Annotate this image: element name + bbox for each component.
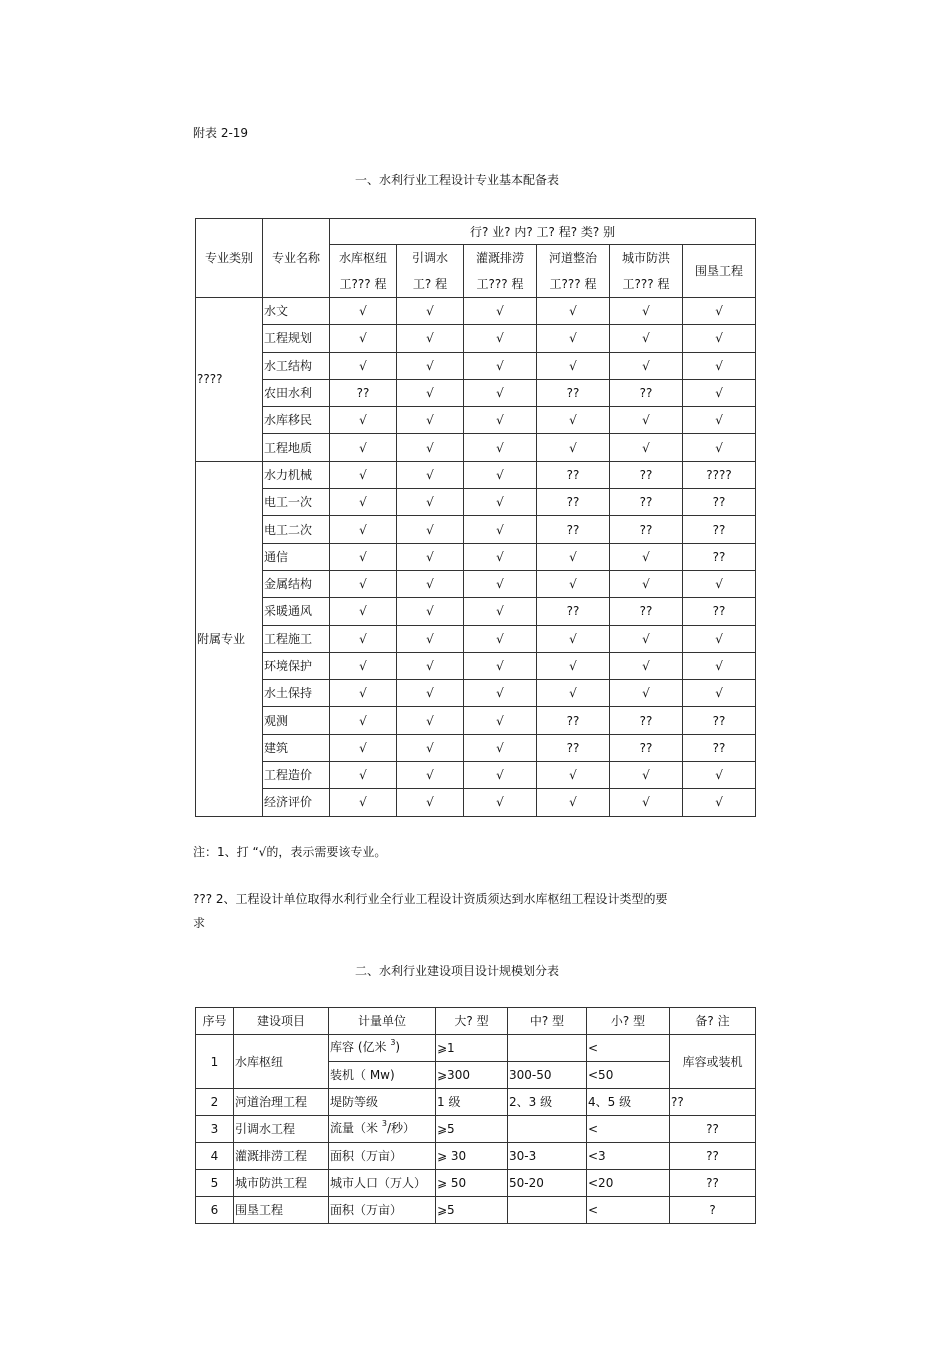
mark-cell: √ [330,543,397,570]
mark-cell: ?? [610,489,683,516]
table-row [196,407,756,434]
table-row [196,461,756,488]
table-row [196,1035,756,1062]
row-no: 6 [196,1197,234,1224]
mark-cell: √ [537,352,610,379]
mark-cell: √ [397,570,464,597]
mark-cell: √ [397,543,464,570]
mark-cell: √ [397,407,464,434]
mark-cell: √ [610,298,683,325]
table-row [196,489,756,516]
row-small: <3 [587,1143,670,1170]
row-unit: 面积（万亩） [329,1143,436,1170]
mark-cell: ?? [683,543,756,570]
mark-cell: √ [397,707,464,734]
specialty-name: 电工二次 [263,516,330,543]
row-large: ⩾1 [436,1035,508,1062]
table2-title: 二、水利行业建设项目设计规模划分表 [355,964,560,978]
row-medium [508,1035,587,1062]
mark-cell: √ [537,680,610,707]
row-small: <20 [587,1170,670,1197]
row-medium: 50-20 [508,1170,587,1197]
mark-cell: √ [464,298,537,325]
table1-title: 一、水利行业工程设计专业基本配备表 [355,173,560,187]
col-header: 引调水 工? 程 [397,245,464,298]
header-name: 专业名称 [263,219,330,298]
mark-cell: ?? [610,516,683,543]
table-row [196,325,756,352]
mark-cell: √ [683,625,756,652]
row-note: ?? [670,1089,756,1116]
table-row [196,434,756,461]
specialty-name: 经济评价 [263,789,330,816]
row-unit: 库容 (亿米 $^3$) [329,1035,436,1062]
table-row [196,598,756,625]
mark-cell: √ [464,570,537,597]
header-no: 序号 [196,1008,234,1035]
mark-cell: √ [610,407,683,434]
mark-cell: √ [330,352,397,379]
mark-cell: √ [397,680,464,707]
mark-cell: ?? [610,461,683,488]
table-row [196,1089,756,1116]
specialty-name: 水力机械 [263,461,330,488]
mark-cell: √ [610,543,683,570]
header-group: 行? 业? 内? 工? 程? 类? 别 [330,219,756,245]
row-note: ? [670,1197,756,1224]
mark-cell: ???? [683,461,756,488]
row-note: ?? [670,1143,756,1170]
row-item: 城市防洪工程 [234,1170,329,1197]
mark-cell: √ [537,434,610,461]
mark-cell: √ [330,762,397,789]
mark-cell: √ [397,461,464,488]
mark-cell: √ [610,789,683,816]
mark-cell: √ [330,652,397,679]
mark-cell: √ [464,762,537,789]
table-row [196,379,756,406]
mark-cell: √ [464,543,537,570]
mark-cell: √ [397,625,464,652]
table-row [196,789,756,816]
specialty-name: 工程施工 [263,625,330,652]
mark-cell: √ [330,570,397,597]
row-no: 5 [196,1170,234,1197]
table-row [196,570,756,597]
mark-cell: √ [330,325,397,352]
table-row [196,762,756,789]
col-header: 灌溉排涝 工??? 程 [464,245,537,298]
specialty-name: 水工结构 [263,352,330,379]
row-item: 河道治理工程 [234,1089,329,1116]
mark-cell: √ [464,707,537,734]
mark-cell: √ [330,625,397,652]
header-medium: 中? 型 [508,1008,587,1035]
row-medium: 30-3 [508,1143,587,1170]
mark-cell: √ [537,570,610,597]
table-row [196,352,756,379]
mark-cell: √ [683,789,756,816]
category-aux: 附属专业 [196,461,263,816]
note-2-line2: 求 [193,916,206,930]
mark-cell: √ [683,352,756,379]
mark-cell: ?? [537,734,610,761]
row-large: 1 级 [436,1089,508,1116]
mark-cell: √ [397,789,464,816]
mark-cell: √ [464,789,537,816]
mark-cell: ?? [537,598,610,625]
row-medium [508,1197,587,1224]
mark-cell: ?? [610,598,683,625]
table-row [196,1197,756,1224]
mark-cell: √ [464,407,537,434]
category-main: ???? [196,298,263,462]
row-small: < [587,1035,670,1062]
row-medium [508,1116,587,1143]
mark-cell: √ [464,680,537,707]
mark-cell: √ [397,516,464,543]
header-note: 备? 注 [670,1008,756,1035]
mark-cell: √ [537,407,610,434]
mark-cell: √ [537,652,610,679]
row-no: 3 [196,1116,234,1143]
row-note: ?? [670,1170,756,1197]
mark-cell: ?? [537,379,610,406]
mark-cell: ?? [610,734,683,761]
row-large: ⩾5 [436,1197,508,1224]
row-medium: 2、3 级 [508,1089,587,1116]
specialty-name: 电工一次 [263,489,330,516]
specialty-name: 工程地质 [263,434,330,461]
mark-cell: √ [330,434,397,461]
mark-cell: ?? [683,489,756,516]
mark-cell: ?? [537,707,610,734]
mark-cell: ?? [537,461,610,488]
mark-cell: √ [330,407,397,434]
row-unit: 面积（万亩） [329,1197,436,1224]
specialty-name: 水库移民 [263,407,330,434]
row-large: ⩾ 50 [436,1170,508,1197]
row-medium: 300-50 [508,1062,587,1089]
mark-cell: √ [464,734,537,761]
table-row [196,652,756,679]
mark-cell: √ [683,570,756,597]
mark-cell: √ [683,325,756,352]
mark-cell: √ [397,762,464,789]
mark-cell: √ [397,652,464,679]
row-unit: 装机（ Mw) [329,1062,436,1089]
mark-cell: √ [330,680,397,707]
header-category: 专业类别 [196,219,263,298]
mark-cell: √ [330,707,397,734]
mark-cell: √ [537,789,610,816]
mark-cell: √ [610,325,683,352]
table-row [196,680,756,707]
col-header: 河道整治 工??? 程 [537,245,610,298]
row-item: 围垦工程 [234,1197,329,1224]
mark-cell: √ [464,652,537,679]
specialty-name: 水土保持 [263,680,330,707]
mark-cell: √ [464,325,537,352]
table-row [196,1170,756,1197]
mark-cell: ?? [683,598,756,625]
mark-cell: √ [683,652,756,679]
table-row [196,298,756,325]
specialty-name: 环境保护 [263,652,330,679]
row-large: ⩾5 [436,1116,508,1143]
mark-cell: ?? [683,707,756,734]
mark-cell: √ [537,625,610,652]
mark-cell: √ [330,734,397,761]
specialty-name: 工程规划 [263,325,330,352]
specialty-name: 采暖通风 [263,598,330,625]
mark-cell: √ [537,298,610,325]
mark-cell: √ [464,489,537,516]
col-header: 水库枢纽 工??? 程 [330,245,397,298]
specialty-name: 观测 [263,707,330,734]
mark-cell: √ [610,680,683,707]
mark-cell: √ [330,298,397,325]
mark-cell: ?? [683,734,756,761]
mark-cell: √ [610,352,683,379]
mark-cell: √ [464,352,537,379]
row-small: 4、5 级 [587,1089,670,1116]
row-unit: 城市人口（万人） [329,1170,436,1197]
table-row [196,1143,756,1170]
row-unit: 流量（米 $^3$/秒） [329,1116,436,1143]
mark-cell: √ [397,298,464,325]
table-row [196,625,756,652]
mark-cell: √ [397,325,464,352]
mark-cell: √ [683,762,756,789]
specialty-name: 水文 [263,298,330,325]
mark-cell: √ [397,598,464,625]
mark-cell: √ [464,516,537,543]
mark-cell: √ [464,379,537,406]
mark-cell: √ [610,570,683,597]
mark-cell: √ [464,625,537,652]
mark-cell: ?? [330,379,397,406]
specialty-name: 通信 [263,543,330,570]
mark-cell: √ [464,434,537,461]
mark-cell: √ [330,789,397,816]
mark-cell: √ [330,598,397,625]
mark-cell: √ [537,543,610,570]
mark-cell: √ [683,680,756,707]
mark-cell: ?? [610,707,683,734]
col-header: 城市防洪 工??? 程 [610,245,683,298]
mark-cell: ?? [610,379,683,406]
row-no: 1 [196,1035,234,1089]
specialty-name: 工程造价 [263,762,330,789]
specialty-name: 农田水利 [263,379,330,406]
mark-cell: √ [683,407,756,434]
row-note: ?? [670,1116,756,1143]
mark-cell: √ [330,489,397,516]
row-small: < [587,1116,670,1143]
mark-cell: √ [537,762,610,789]
mark-cell: √ [464,461,537,488]
table-row [196,734,756,761]
mark-cell: √ [610,652,683,679]
row-no: 4 [196,1143,234,1170]
row-large: ⩾ 30 [436,1143,508,1170]
specialty-table [195,218,756,817]
mark-cell: √ [610,625,683,652]
col-header: 围垦工程 [683,245,756,298]
row-item: 引调水工程 [234,1116,329,1143]
mark-cell: √ [330,461,397,488]
row-note: 库容或装机 [670,1035,756,1089]
row-no: 2 [196,1089,234,1116]
specialty-name: 建筑 [263,734,330,761]
row-small: < [587,1197,670,1224]
table-row [196,707,756,734]
mark-cell: ?? [683,516,756,543]
mark-cell: √ [397,434,464,461]
mark-cell: ?? [537,516,610,543]
mark-cell: √ [397,489,464,516]
mark-cell: √ [537,325,610,352]
row-item: 灌溉排涝工程 [234,1143,329,1170]
mark-cell: √ [464,598,537,625]
mark-cell: √ [330,516,397,543]
appendix-ref: 附表 2-19 [193,126,249,140]
row-item: 水库枢纽 [234,1035,329,1089]
table-row [196,1116,756,1143]
note-1: 注：1、打 “√的，表示需要该专业。 [193,845,387,859]
header-large: 大? 型 [436,1008,508,1035]
table-row [196,543,756,570]
mark-cell: √ [610,762,683,789]
row-large: ⩾300 [436,1062,508,1089]
specialty-name: 金属结构 [263,570,330,597]
mark-cell: √ [683,379,756,406]
mark-cell: √ [683,298,756,325]
mark-cell: √ [397,734,464,761]
header-small: 小? 型 [587,1008,670,1035]
row-small: <50 [587,1062,670,1089]
row-unit: 堤防等级 [329,1089,436,1116]
scale-table [195,1007,756,1224]
mark-cell: √ [397,352,464,379]
header-item: 建设项目 [234,1008,329,1035]
mark-cell: √ [683,434,756,461]
mark-cell: √ [397,379,464,406]
header-unit: 计量单位 [329,1008,436,1035]
table-row [196,516,756,543]
mark-cell: √ [610,434,683,461]
note-2-line1: ??? 2、工程设计单位取得水利行业全行业工程设计资质须达到水库枢纽工程设计类型的要 [193,892,668,906]
mark-cell: ?? [537,489,610,516]
